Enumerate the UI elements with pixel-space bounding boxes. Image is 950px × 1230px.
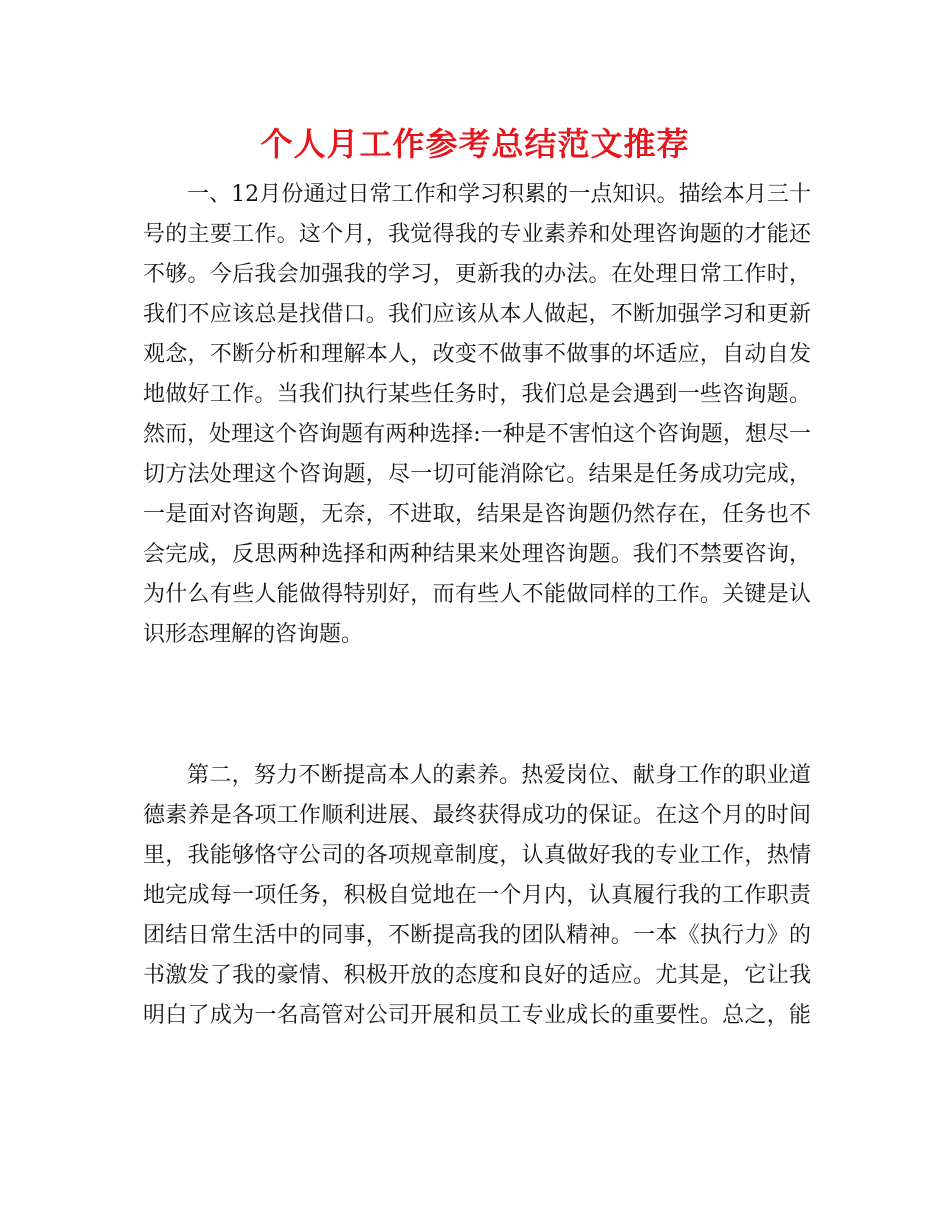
text-line: 然而，处理这个咨询题有两种选择:一种是不害怕这个咨询题，想尽一 <box>143 422 811 447</box>
text-line: 观念，不断分析和理解本人，改变不做事不做事的坏适应，自动自发 <box>143 342 811 367</box>
text-line: 我们不应该总是找借口。我们应该从本人做起，不断加强学习和更新 <box>143 302 811 327</box>
text-line: 德素养是各项工作顺利进展、最终获得成功的保证。在这个月的时间 <box>143 803 811 828</box>
text-line: 地做好工作。当我们执行某些任务时，我们总是会遇到一些咨询题。 <box>143 382 811 407</box>
text-line: 切方法处理这个咨询题，尽一切可能消除它。结果是任务成功完成， <box>143 462 811 487</box>
text-line: 明白了成为一名高管对公司开展和员工专业成长的重要性。总之，能 <box>143 1003 811 1028</box>
text-line: 一、12月份通过日常工作和学习积累的一点知识。描绘本月三十 <box>187 182 811 207</box>
text-line: 团结日常生活中的同事，不断提高我的团队精神。一本《执行力》的 <box>143 923 811 948</box>
text-line: 里，我能够恪守公司的各项规章制度，认真做好我的专业工作，热情 <box>143 843 811 868</box>
text-line: 会完成，反思两种选择和两种结果来处理咨询题。我们不禁要咨询， <box>143 542 811 567</box>
text-line: 识形态理解的咨询题。 <box>143 622 364 647</box>
text-line: 书激发了我的豪情、积极开放的态度和良好的适应。尤其是，它让我 <box>143 963 811 988</box>
paragraph-1 <box>143 175 811 655</box>
document-title: 个人月工作参考总结范文推荐 <box>260 125 690 163</box>
text-line: 一是面对咨询题，无奈，不进取，结果是咨询题仍然存在，任务也不 <box>143 502 811 527</box>
text-line: 地完成每一项任务，积极自觉地在一个月内，认真履行我的工作职责 <box>143 883 811 908</box>
text-line: 不够。今后我会加强我的学习，更新我的办法。在处理日常工作时， <box>143 262 811 287</box>
text-line: 号的主要工作。这个月，我觉得我的专业素养和处理咨询题的才能还 <box>143 222 811 247</box>
text-line: 第二，努力不断提高本人的素养。热爱岗位、献身工作的职业道 <box>187 763 811 788</box>
paragraph-2 <box>143 756 811 1036</box>
text-line: 为什么有些人能做得特别好，而有些人不能做同样的工作。关键是认 <box>143 582 811 607</box>
